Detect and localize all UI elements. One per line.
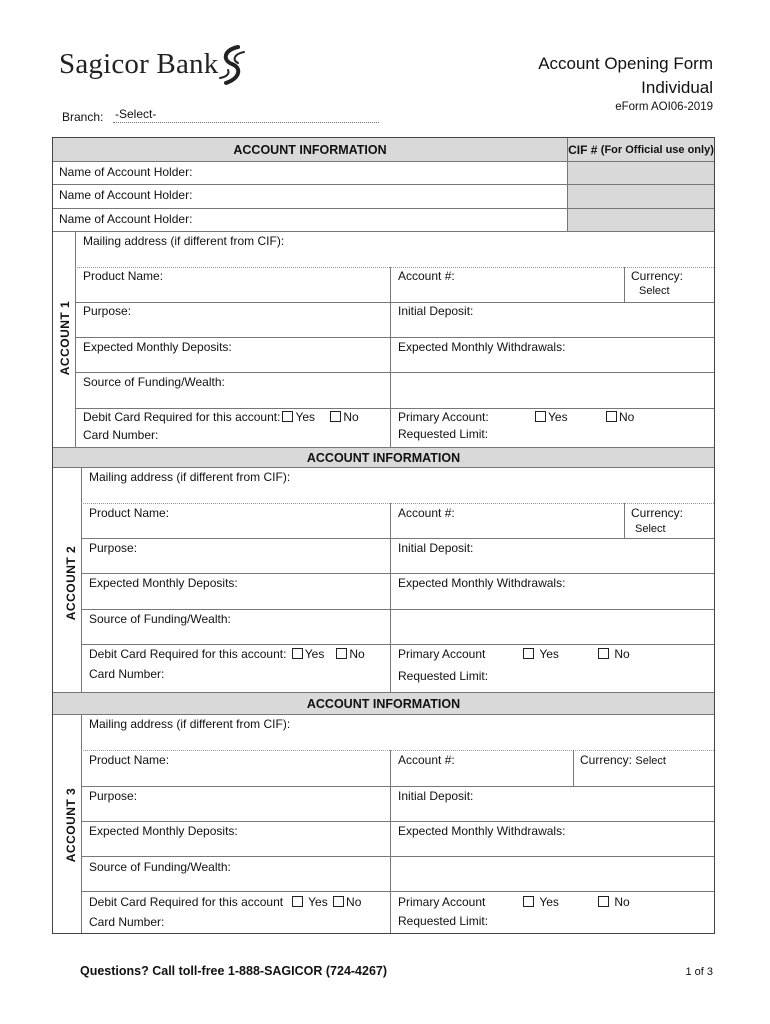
holder-name-1-label: Name of Account Holder: xyxy=(59,165,193,179)
a2-debit-no-checkbox[interactable] xyxy=(336,648,347,659)
a2-monthly-deposits-label: Expected Monthly Deposits: xyxy=(89,576,238,590)
a3-initial-deposit-label: Initial Deposit: xyxy=(398,789,474,803)
a1-debit-card-label: Debit Card Required for this account: xyxy=(83,410,281,424)
a1-product-label: Product Name: xyxy=(83,269,164,283)
a3-monthly-withdrawals-label: Expected Monthly Withdrawals: xyxy=(398,824,566,838)
a3-purpose-label: Purpose: xyxy=(89,789,138,803)
a1-requested-limit-label: Requested Limit: xyxy=(398,427,489,441)
a2-currency-select[interactable]: Select xyxy=(635,523,666,535)
a2-card-number-label: Card Number: xyxy=(89,667,165,681)
a2-initial-deposit-label: Initial Deposit: xyxy=(398,541,474,555)
a1-debit-yes-label: Yes xyxy=(295,410,316,424)
a3-debit-no-checkbox[interactable] xyxy=(333,896,344,907)
a2-source-label: Source of Funding/Wealth: xyxy=(89,612,231,626)
a3-card-number-label: Card Number: xyxy=(89,915,165,929)
a1-initial-deposit-label: Initial Deposit: xyxy=(398,304,474,318)
cif-note: (For Official use only) xyxy=(600,143,714,156)
a1-primary-no-checkbox[interactable] xyxy=(606,411,617,422)
a2-product-label: Product Name: xyxy=(89,506,170,520)
a2-debit-yes-checkbox[interactable] xyxy=(292,648,303,659)
a2-debit-yes-label: Yes xyxy=(304,647,325,661)
account-3-heading: ACCOUNT INFORMATION xyxy=(53,693,714,714)
cif-field-3[interactable] xyxy=(568,209,714,231)
cif-field-2[interactable] xyxy=(568,185,714,208)
holder-name-2-label: Name of Account Holder: xyxy=(59,188,193,202)
a1-debit-no-checkbox[interactable] xyxy=(330,411,341,422)
a1-primary-yes xyxy=(533,410,568,424)
bank-logo-text: Sagicor Bank xyxy=(59,48,219,80)
a1-primary-no xyxy=(604,410,634,424)
a1-monthly-deposits-label: Expected Monthly Deposits: xyxy=(83,340,232,354)
a2-requested-limit-label: Requested Limit: xyxy=(398,669,489,683)
a3-debit-yes-label: Yes xyxy=(308,895,328,909)
a1-primary-yes-checkbox[interactable] xyxy=(535,411,546,422)
a2-primary-no-checkbox[interactable] xyxy=(598,648,609,659)
page-number: 1 of 3 xyxy=(685,966,713,978)
a2-primary-no-label: No xyxy=(614,647,630,661)
a1-source-label: Source of Funding/Wealth: xyxy=(83,375,225,389)
account-2-side-label: ACCOUNT 2 xyxy=(64,545,78,621)
form-title-line2: Individual xyxy=(641,78,713,97)
a2-primary-yes-checkbox[interactable] xyxy=(523,648,534,659)
a1-purpose-label: Purpose: xyxy=(83,304,132,318)
a1-mailing-label: Mailing address (if different from CIF): xyxy=(83,234,285,248)
a3-debit-yes-checkbox[interactable] xyxy=(292,896,303,907)
a3-primary-no-label: No xyxy=(614,895,630,909)
a1-currency-select[interactable]: Select xyxy=(639,285,670,297)
a3-primary-label: Primary Account xyxy=(398,895,486,909)
a3-primary-yes-checkbox[interactable] xyxy=(523,896,534,907)
a3-currency-select[interactable]: Select xyxy=(635,755,666,767)
a2-mailing-label: Mailing address (if different from CIF): xyxy=(89,470,291,484)
cif-heading-label: CIF # xyxy=(568,142,598,157)
a1-primary-label: Primary Account: xyxy=(398,410,489,424)
branch-label: Branch: xyxy=(62,110,104,124)
a3-debit-no-label: No xyxy=(346,895,362,909)
a3-debit-card-label: Debit Card Required for this account xyxy=(89,895,284,909)
footer-questions: Questions? Call toll-free 1-888-SAGICOR (724-4267) xyxy=(80,964,388,978)
a3-debit-card-row xyxy=(89,895,361,909)
a2-monthly-withdrawals-label: Expected Monthly Withdrawals: xyxy=(398,576,566,590)
sagicor-s-logo-icon xyxy=(214,44,248,86)
account-info-heading: ACCOUNT INFORMATION xyxy=(53,138,567,161)
account-3-side-label: ACCOUNT 3 xyxy=(64,787,78,863)
a3-currency-label: Currency: xyxy=(580,753,633,767)
a2-primary-no xyxy=(596,647,630,661)
form-title-line1: Account Opening Form xyxy=(538,54,713,73)
eform-code: eForm AOI06-2019 xyxy=(615,101,713,113)
a3-account-no-label: Account #: xyxy=(398,753,455,767)
a1-primary-yes-label: Yes xyxy=(548,410,568,424)
form-title xyxy=(538,52,713,100)
a3-product-label: Product Name: xyxy=(89,753,170,767)
a1-currency-label: Currency: xyxy=(631,269,684,283)
a3-currency-row xyxy=(580,753,666,767)
a3-primary-yes xyxy=(521,895,559,909)
a1-card-number-label: Card Number: xyxy=(83,428,159,442)
a1-primary-no-label: No xyxy=(619,410,635,424)
cif-heading xyxy=(568,138,714,161)
account-1-side-label: ACCOUNT 1 xyxy=(58,300,72,376)
a3-primary-no-checkbox[interactable] xyxy=(598,896,609,907)
a2-purpose-label: Purpose: xyxy=(89,541,138,555)
a2-debit-card-label: Debit Card Required for this account: xyxy=(89,647,287,661)
a1-account-no-label: Account #: xyxy=(398,269,455,283)
a3-primary-no xyxy=(596,895,630,909)
a3-requested-limit-label: Requested Limit: xyxy=(398,914,489,928)
a2-currency-label: Currency: xyxy=(631,506,684,520)
a2-primary-label: Primary Account xyxy=(398,647,486,661)
holder-name-3-label: Name of Account Holder: xyxy=(59,212,193,226)
a1-monthly-withdrawals-label: Expected Monthly Withdrawals: xyxy=(398,340,566,354)
a1-debit-yes-checkbox[interactable] xyxy=(282,411,293,422)
a2-primary-yes-label: Yes xyxy=(539,647,559,661)
a3-monthly-deposits-label: Expected Monthly Deposits: xyxy=(89,824,238,838)
a3-mailing-label: Mailing address (if different from CIF): xyxy=(89,717,291,731)
a3-primary-yes-label: Yes xyxy=(539,895,559,909)
a2-debit-card-row xyxy=(89,647,365,661)
a2-account-no-label: Account #: xyxy=(398,506,455,520)
branch-select[interactable]: -Select- xyxy=(113,107,379,123)
account-2-heading: ACCOUNT INFORMATION xyxy=(53,448,714,467)
a3-source-label: Source of Funding/Wealth: xyxy=(89,860,231,874)
a1-debit-card-row xyxy=(83,410,359,424)
a2-primary-yes xyxy=(521,647,559,661)
a1-debit-no-label: No xyxy=(343,410,359,424)
account-form-sheet xyxy=(52,137,715,934)
a2-debit-no-label: No xyxy=(349,647,365,661)
cif-field-1[interactable] xyxy=(568,162,714,184)
